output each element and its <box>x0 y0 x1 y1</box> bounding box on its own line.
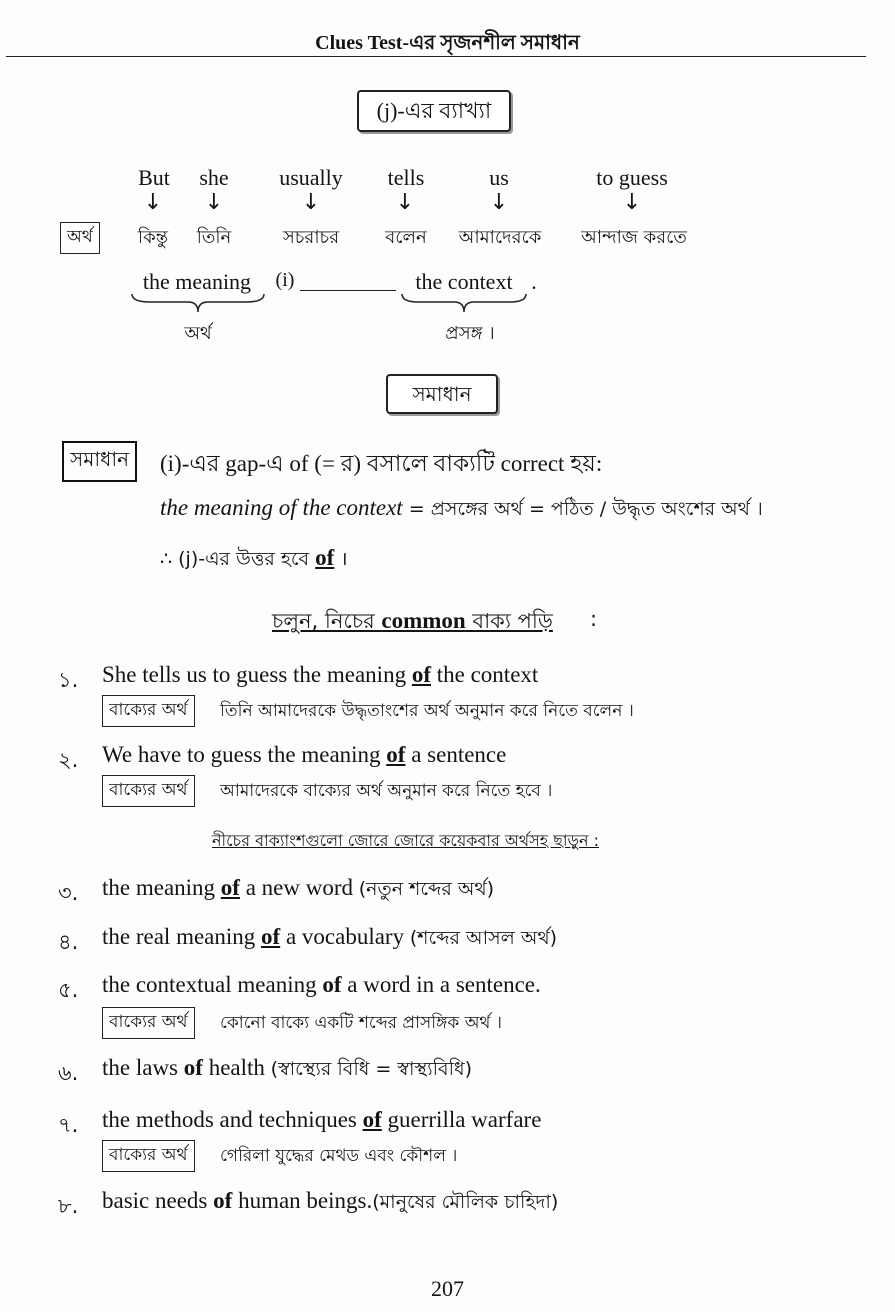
item-text: a word in a sentence. <box>341 972 541 997</box>
item-text: the meaning <box>102 875 221 900</box>
item-number: ২. <box>58 748 79 772</box>
header-rule <box>6 56 866 57</box>
explanation-banner: (j)-এর ব্যাখ্যা <box>357 90 511 132</box>
item-meaning: আমাদেরকে বাক্যের অর্থ অনুমান করে নিতে হবে । <box>220 781 553 801</box>
brace-under-phrase2 <box>400 292 528 314</box>
item-number: ১. <box>58 668 79 692</box>
item-key-word: of <box>386 742 406 767</box>
item-text: the real meaning <box>102 924 262 949</box>
item-text: the laws <box>102 1055 184 1080</box>
down-arrow-icon: ↓ <box>395 190 415 215</box>
item-key-word: of <box>261 924 281 949</box>
item-bn: (নতুন শব্দের অর্থ) <box>358 878 495 900</box>
item-bn: (শব্দের আসল অর্থ) <box>409 927 558 949</box>
word-bn: আন্দাজ করতে <box>581 227 687 248</box>
solution-box-label: সমাধান <box>62 441 137 482</box>
item-bn: (স্বাস্থ্যের বিধি = স্বাস্থ্যবিধি) <box>270 1058 473 1080</box>
phrase-the-context: the context <box>415 269 513 294</box>
item-key-word: of <box>411 662 431 687</box>
solution-banner: সমাধান <box>386 374 498 414</box>
item-text: a vocabulary <box>280 924 410 949</box>
list-item <box>102 972 541 998</box>
item-meaning: কোনো বাক্যে একটি শব্দের প্রাসঙ্গিক অর্থ । <box>220 1013 502 1033</box>
page-number: 207 <box>431 1276 464 1301</box>
item-number: ৮. <box>58 1194 79 1218</box>
down-arrow-icon: ↓ <box>622 190 642 215</box>
answer-prefix: ∴ (j)-এর উত্তর হবে <box>160 548 316 570</box>
item-text: the contextual meaning <box>102 972 323 997</box>
sub-heading: নীচের বাক্যাংশগুলো জোরে জোরে কয়েকবার অর্থসহ ছাড়ুন : <box>212 831 599 850</box>
solution-line-2-bn: = প্রসঙ্গের অর্থ = পঠিত / উদ্ধৃত অংশের অর্থ । <box>402 498 763 520</box>
common-heading-colon: : <box>590 607 598 631</box>
word-en: us <box>489 165 509 190</box>
meaning-label-box: অর্থ <box>60 222 100 254</box>
answer-suffix: । <box>334 548 348 570</box>
solution-line-1 <box>160 445 602 484</box>
item-text: a sentence <box>405 742 507 767</box>
solution-answer-line <box>160 545 348 577</box>
common-heading-en: common <box>381 608 466 633</box>
meaning-label-box: বাক্যের অর্থ <box>102 775 195 807</box>
word-bn: তিনি <box>196 227 232 248</box>
word-en: usually <box>279 165 343 190</box>
word-bn: বলেন <box>385 227 427 248</box>
item-number: ৬. <box>58 1061 79 1085</box>
item-text: She tells us to guess the meaning <box>102 662 412 687</box>
down-arrow-icon: ↓ <box>489 190 509 215</box>
item-text: basic needs <box>102 1188 214 1213</box>
list-item <box>102 1055 472 1087</box>
item-number: ৫. <box>58 978 79 1002</box>
page-header-title: Clues Test-এর সৃজনশীল সমাধান <box>315 32 580 54</box>
list-item <box>102 742 506 768</box>
word-en: tells <box>387 165 425 190</box>
phrase2-bn: প্রসঙ্গ । <box>445 323 495 344</box>
item-key-word: of <box>322 972 342 997</box>
common-heading <box>272 605 553 640</box>
item-text: the context <box>431 662 539 687</box>
brace-under-phrase1 <box>130 292 266 314</box>
phrase-end-mark: . <box>531 269 537 294</box>
item-number: ৭. <box>58 1113 79 1137</box>
meaning-label-box: বাক্যের অর্থ <box>102 1140 195 1172</box>
item-text: the methods and techniques <box>102 1107 363 1132</box>
word-en: But <box>138 165 170 190</box>
phrase-the-meaning: the meaning <box>142 269 252 294</box>
gap-label: (i) <box>275 269 295 291</box>
item-key-word: of <box>220 875 240 900</box>
phrase1-bn: অর্থ <box>184 323 212 344</box>
word-bn: আমাদেরকে <box>458 227 542 248</box>
item-bn: (মানুষের মৌলিক চাহিদা) <box>372 1191 559 1213</box>
list-item <box>102 875 494 907</box>
item-key-word: of <box>213 1188 233 1213</box>
list-item <box>102 662 538 688</box>
gap-blank-line <box>300 290 396 291</box>
solution-line-2 <box>160 495 763 527</box>
common-heading-pre: চলুন, নিচের <box>272 609 382 633</box>
word-bn: সচরাচর <box>282 227 340 248</box>
meaning-label-box: বাক্যের অর্থ <box>102 1007 195 1039</box>
item-number: ৪. <box>58 930 79 954</box>
item-text: We have to guess the meaning <box>102 742 387 767</box>
item-number: ৩. <box>58 881 79 905</box>
item-text: guerrilla warfare <box>381 1107 542 1132</box>
list-item <box>102 1188 558 1220</box>
item-text: health <box>202 1055 271 1080</box>
common-heading-post: বাক্য পড়ি <box>465 609 553 633</box>
list-item <box>102 1107 541 1133</box>
item-text: human beings. <box>232 1188 373 1213</box>
item-meaning: গেরিলা যুদ্ধের মেথড এবং কৌশল । <box>220 1146 458 1166</box>
item-text: a new word <box>239 875 359 900</box>
solution-line-1-text: (i)-এর gap-এ of (= র) বসালে বাক্যটি correct হয়: <box>160 451 603 476</box>
item-key-word: of <box>362 1107 382 1132</box>
word-bn: কিন্তু <box>137 227 169 248</box>
list-item <box>102 924 557 956</box>
word-en: she <box>199 165 229 190</box>
item-key-word: of <box>183 1055 203 1080</box>
down-arrow-icon: ↓ <box>301 190 321 215</box>
meaning-label-box: বাক্যের অর্থ <box>102 695 195 727</box>
item-meaning: তিনি আমাদেরকে উদ্ধৃতাংশের অর্থ অনুমান করে নিতে বলেন । <box>220 701 634 721</box>
down-arrow-icon: ↓ <box>204 190 224 215</box>
down-arrow-icon: ↓ <box>143 190 163 215</box>
word-en: to guess <box>596 165 668 190</box>
solution-line-2-en: the meaning of the context <box>160 495 403 520</box>
answer-word: of <box>315 545 335 570</box>
